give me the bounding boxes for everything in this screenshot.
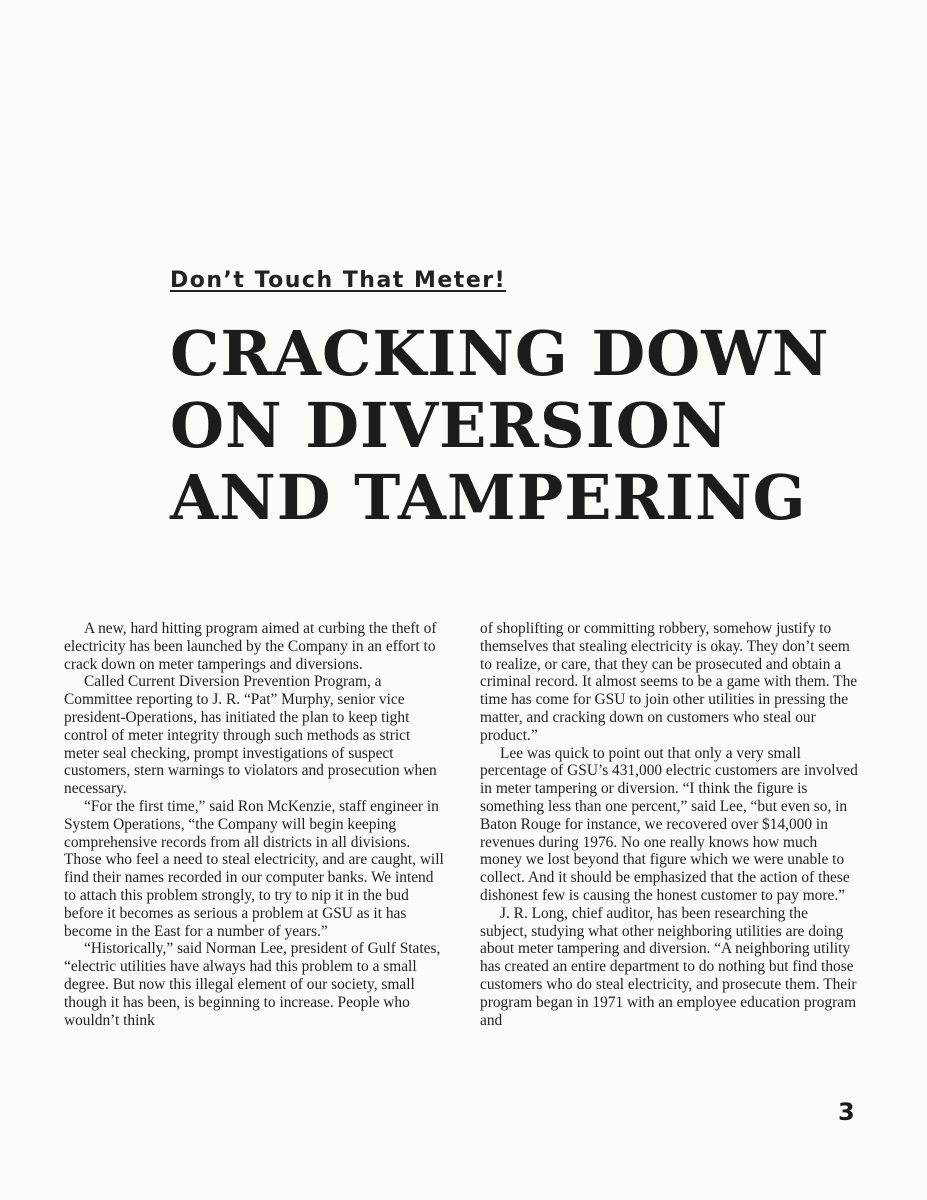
body-column-left [64,620,446,1029]
page-number: 3 [838,1098,855,1126]
body-paragraph: “For the first time,” said Ron McKenzie, staff engineer in System Operations, “the Company will begin keeping comprehensive records from all districts in all divisions. Those who feel a need to steal electricity, and are caught, will find their names recorded in our computer banks. We intend to attach this problem strongly, to try to nip it in the bud before it becomes as serious a problem at GSU as it has become in the East for a number of years.” [64,797,444,940]
body-paragraph: Lee was quick to point out that only a very small percentage of GSU’s 431,000 electric customers are involved in meter tampering or diversion. “I think the figure is something less than one percent,” said Lee, “but even so, in Baton Rouge for instance, we recovered over $14,000 in revenues during 1976. No one really knows how much money we lost beyond that figure which we were unable to collect. And it should be emphasized that the action of these dishonest few is causing the honest customer to pay more.” [480,744,858,904]
body-paragraph: “Historically,” said Norman Lee, president of Gulf States, “electric utilities have always had this problem to a small degree. But now this illegal element of our society, small though it has been, is beginning to increase. People who wouldn’t think [64,940,441,1029]
body-paragraph: Called Current Diversion Prevention Program, a Committee reporting to J. R. “Pat” Murphy, senior vice president-Operations, has initiated the plan to keep tight control of meter integrity through such methods as strict meter seal checking, prompt investigations of suspect customers, stern warnings to violators and prosecution when necessary. [64,673,437,798]
article-kicker: Don’t Touch That Meter! [170,268,507,293]
headline-line: ON DIVERSION [170,389,729,462]
body-paragraph: J. R. Long, chief auditor, has been researching the subject, studying what other neighboring utilities are doing about meter tampering and diversion. “A neighboring utility has created an entire department to do nothing but find those customers who do steal electricity, and prosecute them. Their program began in 1971 with an employee education program and [480,904,857,1029]
body-paragraph: of shoplifting or committing robbery, somehow justify to themselves that stealing electricity is okay. They don’t seem to realize, or care, that they can be prosecuted and obtain a criminal record. It almost seems to be a game with them. The time has come for GSU to join other utilities in pressing the matter, and cracking down on customers who steal our product.” [480,620,858,744]
body-column-right [480,620,858,1029]
article-headline [170,318,890,534]
body-paragraph: A new, hard hitting program aimed at curbing the theft of electricity has been launched by the Company in an effort to crack down on meter tamperings and diversions. [64,620,437,673]
headline-line: CRACKING DOWN [170,317,830,390]
headline-line: AND TAMPERING [170,461,807,534]
